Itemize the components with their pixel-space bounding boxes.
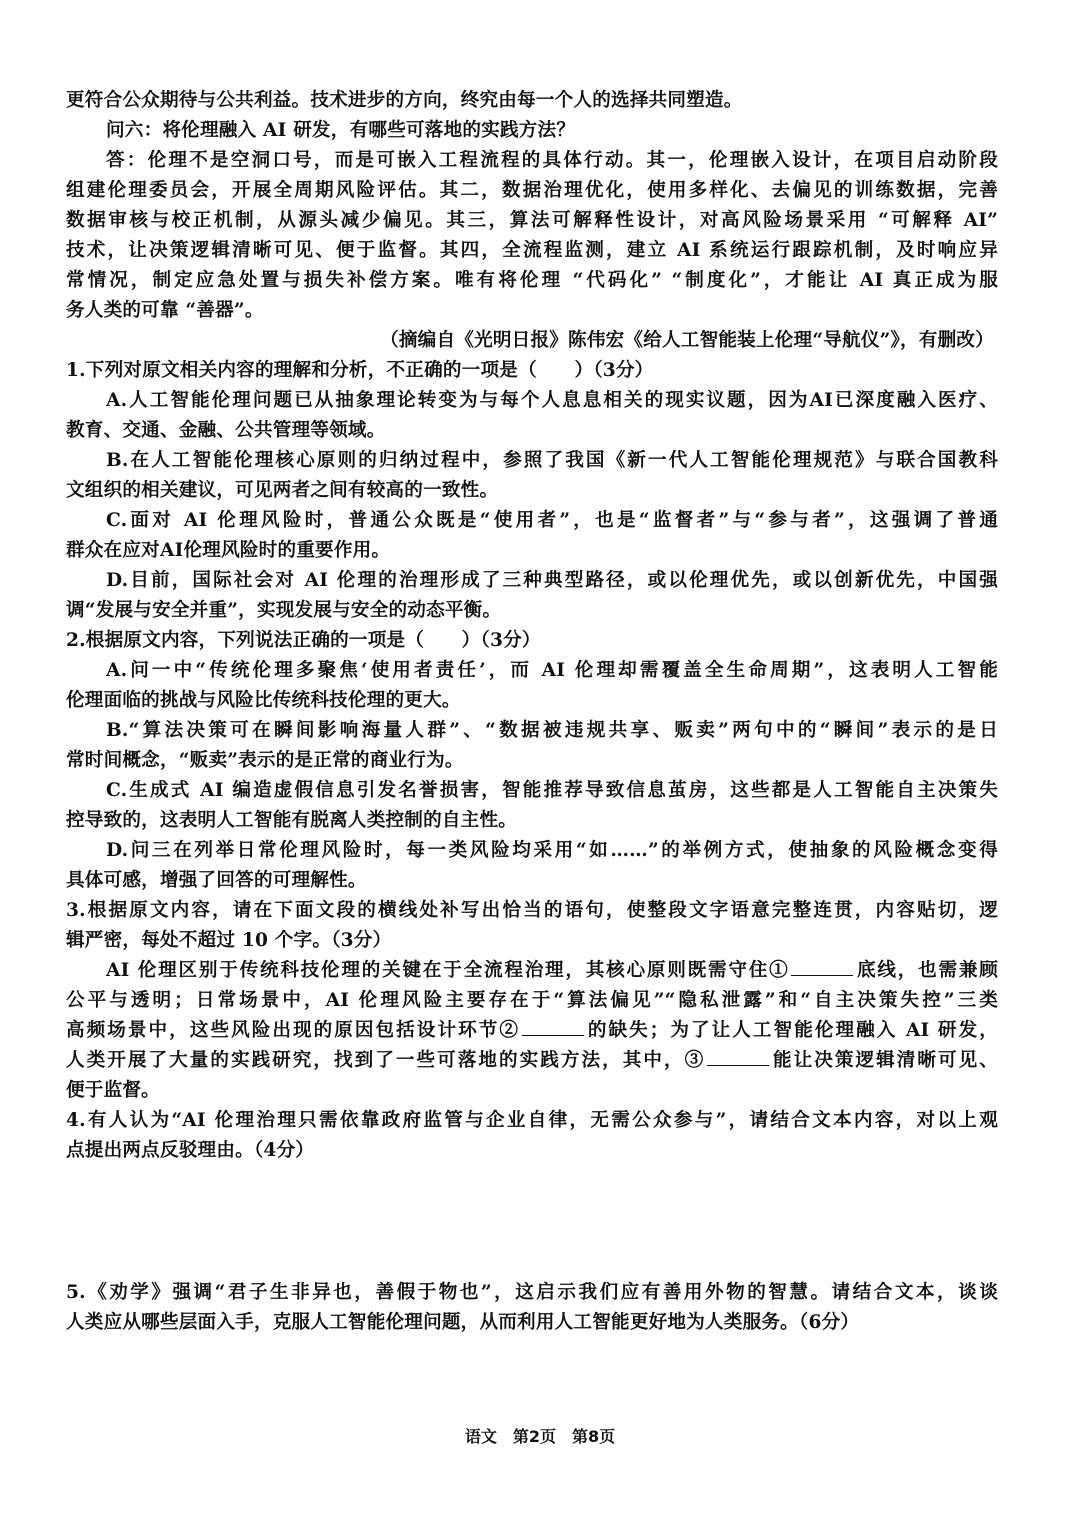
q6-answer-line: 答：伦理不是空洞口号，而是可嵌入工程流程的具体行动。其一，伦理嵌入设计，在项目启动阶段 <box>106 150 998 171</box>
passage-line: 更符合公众期待与公共利益。技术进步的方向，终究由每一个人的选择共同塑造。 <box>66 90 743 111</box>
q6-question: 问六：将伦理融入 AI 研发，有哪些可落地的实践方法？ <box>106 120 576 141</box>
q2-option-c-cont: 控导致的，这表明人工智能有脱离人类控制的自主性。 <box>66 810 518 831</box>
q6-answer-line: 组建伦理委员会，开展全周期风险评估。其二，数据治理优化，使用多样化、去偏见的训练数据，完善 <box>66 180 998 201</box>
q1-option-b: B.在人工智能伦理核心原则的归纳过程中，参照了我国《新一代人工智能伦理规范》与联合国教科 <box>106 450 998 471</box>
q3-text: 高频场景中，这些风险出现的原因包括设计环节② <box>66 1020 520 1041</box>
q1-option-c-cont: 群众在应对AI伦理风险时的重要作用。 <box>66 540 391 561</box>
footer-total: 第8页 <box>572 1427 616 1446</box>
q3-paragraph-line: 便于监督。 <box>66 1080 160 1101</box>
page-footer <box>0 1424 1080 1447</box>
q6-answer-line: 技术，让决策逻辑清晰可见、便于监督。其四，全流程监测，建立 AI 系统运行跟踪机制，及时响应异 <box>66 240 998 261</box>
q3-paragraph-line <box>66 1016 998 1046</box>
footer-subject: 语文 <box>464 1427 497 1446</box>
q4-stem: 4.有人认为“AI 伦理治理只需依靠政府监管与企业自律，无需公众参与”，请结合文本内容，对以上观 <box>66 1110 998 1131</box>
q2-stem: 2.根据原文内容，下列说法正确的一项是（ ）（3分） <box>66 630 541 651</box>
q3-text: 的缺失；为了让人工智能伦理融入 AI 研发， <box>586 1020 998 1041</box>
source-citation: （摘编自《光明日报》陈伟宏《给人工智能装上伦理“导航仪”》，有删改） <box>380 330 994 351</box>
q3-text: 底线，也需兼顾 <box>855 960 998 981</box>
q2-option-b-cont: 常时间概念，“贩卖”表示的是正常的商业行为。 <box>66 750 464 771</box>
q4-stem-cont: 点提出两点反驳理由。（4分） <box>66 1140 315 1161</box>
q5-stem-cont: 人类应从哪些层面入手，克服人工智能伦理问题，从而利用人工智能更好地为人类服务。（6分） <box>66 1312 860 1333</box>
fill-blank-3[interactable] <box>707 1047 769 1066</box>
q3-paragraph-line: 公平与透明；日常场景中，AI 伦理风险主要存在于“算法偏见”“隐私泄露”和“自主决策失控”三类 <box>66 990 998 1011</box>
q1-stem: 1.下列对原文相关内容的理解和分析，不正确的一项是（ ）（3分） <box>66 360 654 381</box>
q4-answer-space[interactable] <box>66 1166 998 1278</box>
q1-option-c: C.面对 AI 伦理风险时，普通公众既是“使用者”，也是“监督者”与“参与者”，这强调了普通 <box>106 510 998 531</box>
q2-option-a-cont: 伦理面临的挑战与风险比传统科技伦理的更大。 <box>66 690 461 711</box>
q3-stem: 3.根据原文内容，请在下面文段的横线处补写出恰当的语句，使整段文字语意完整连贯，内容贴切，逻 <box>66 900 998 921</box>
q2-option-d-cont: 具体可感，增强了回答的可理解性。 <box>66 870 367 891</box>
q5-stem: 5.《劝学》强调“君子生非异也，善假于物也”，这启示我们应有善用外物的智慧。请结合文本，谈谈 <box>66 1282 998 1303</box>
q6-answer-line: 常情况，制定应急处置与损失补偿方案。唯有将伦理 “代码化” “制度化”，才能让 AI 真正成为服 <box>66 270 998 291</box>
q1-option-d: D.目前，国际社会对 AI 伦理的治理形成了三种典型路径，或以伦理优先，或以创新优先，中国强 <box>106 570 998 591</box>
q2-option-c: C.生成式 AI 编造虚假信息引发名誉损害，智能推荐导致信息茧房，这些都是人工智能自主决策失 <box>106 780 998 801</box>
q3-paragraph-line <box>66 956 998 986</box>
q1-option-a-cont: 教育、交通、金融、公共管理等领域。 <box>66 420 386 441</box>
fill-blank-1[interactable] <box>791 957 853 976</box>
q3-text: AI 伦理区别于传统科技伦理的关键在于全流程治理，其核心原则既需守住① <box>106 960 790 981</box>
q3-text: 人类开展了大量的实践研究，找到了一些可落地的实践方法，其中，③ <box>66 1050 706 1071</box>
q2-option-a: A.问一中“传统伦理多聚焦‘使用者责任’，而 AI 伦理却需覆盖全生命周期”，这表明人工智能 <box>106 660 998 681</box>
q1-option-a: A.人工智能伦理问题已从抽象理论转变为与每个人息息相关的现实议题，因为AI已深度融入医疗、 <box>106 390 998 411</box>
q1-option-b-cont: 文组织的相关建议，可见两者之间有较高的一致性。 <box>66 480 499 501</box>
q3-text: 能让决策逻辑清晰可见、 <box>771 1050 998 1071</box>
q6-answer-line: 数据审核与校正机制，从源头减少偏见。其三，算法可解释性设计，对高风险场景采用 “可解释 AI” <box>66 210 998 231</box>
q6-answer-line: 务人类的可靠 “善器”。 <box>66 300 264 321</box>
fill-blank-2[interactable] <box>522 1017 584 1036</box>
page-content <box>66 86 998 1338</box>
q3-stem-cont: 辑严密，每处不超过 10 个字。（3分） <box>66 930 392 951</box>
q3-paragraph-line <box>66 1046 998 1076</box>
footer-page: 第2页 <box>512 1427 556 1446</box>
q1-option-d-cont: 调“发展与安全并重”，实现发展与安全的动态平衡。 <box>66 600 502 621</box>
q2-option-b: B.“算法决策可在瞬间影响海量人群”、“数据被违规共享、贩卖”两句中的“瞬间”表示的是日 <box>106 720 998 741</box>
q2-option-d: D.问三在列举日常伦理风险时，每一类风险均采用“如……”的举例方式，使抽象的风险概念变得 <box>106 840 998 861</box>
